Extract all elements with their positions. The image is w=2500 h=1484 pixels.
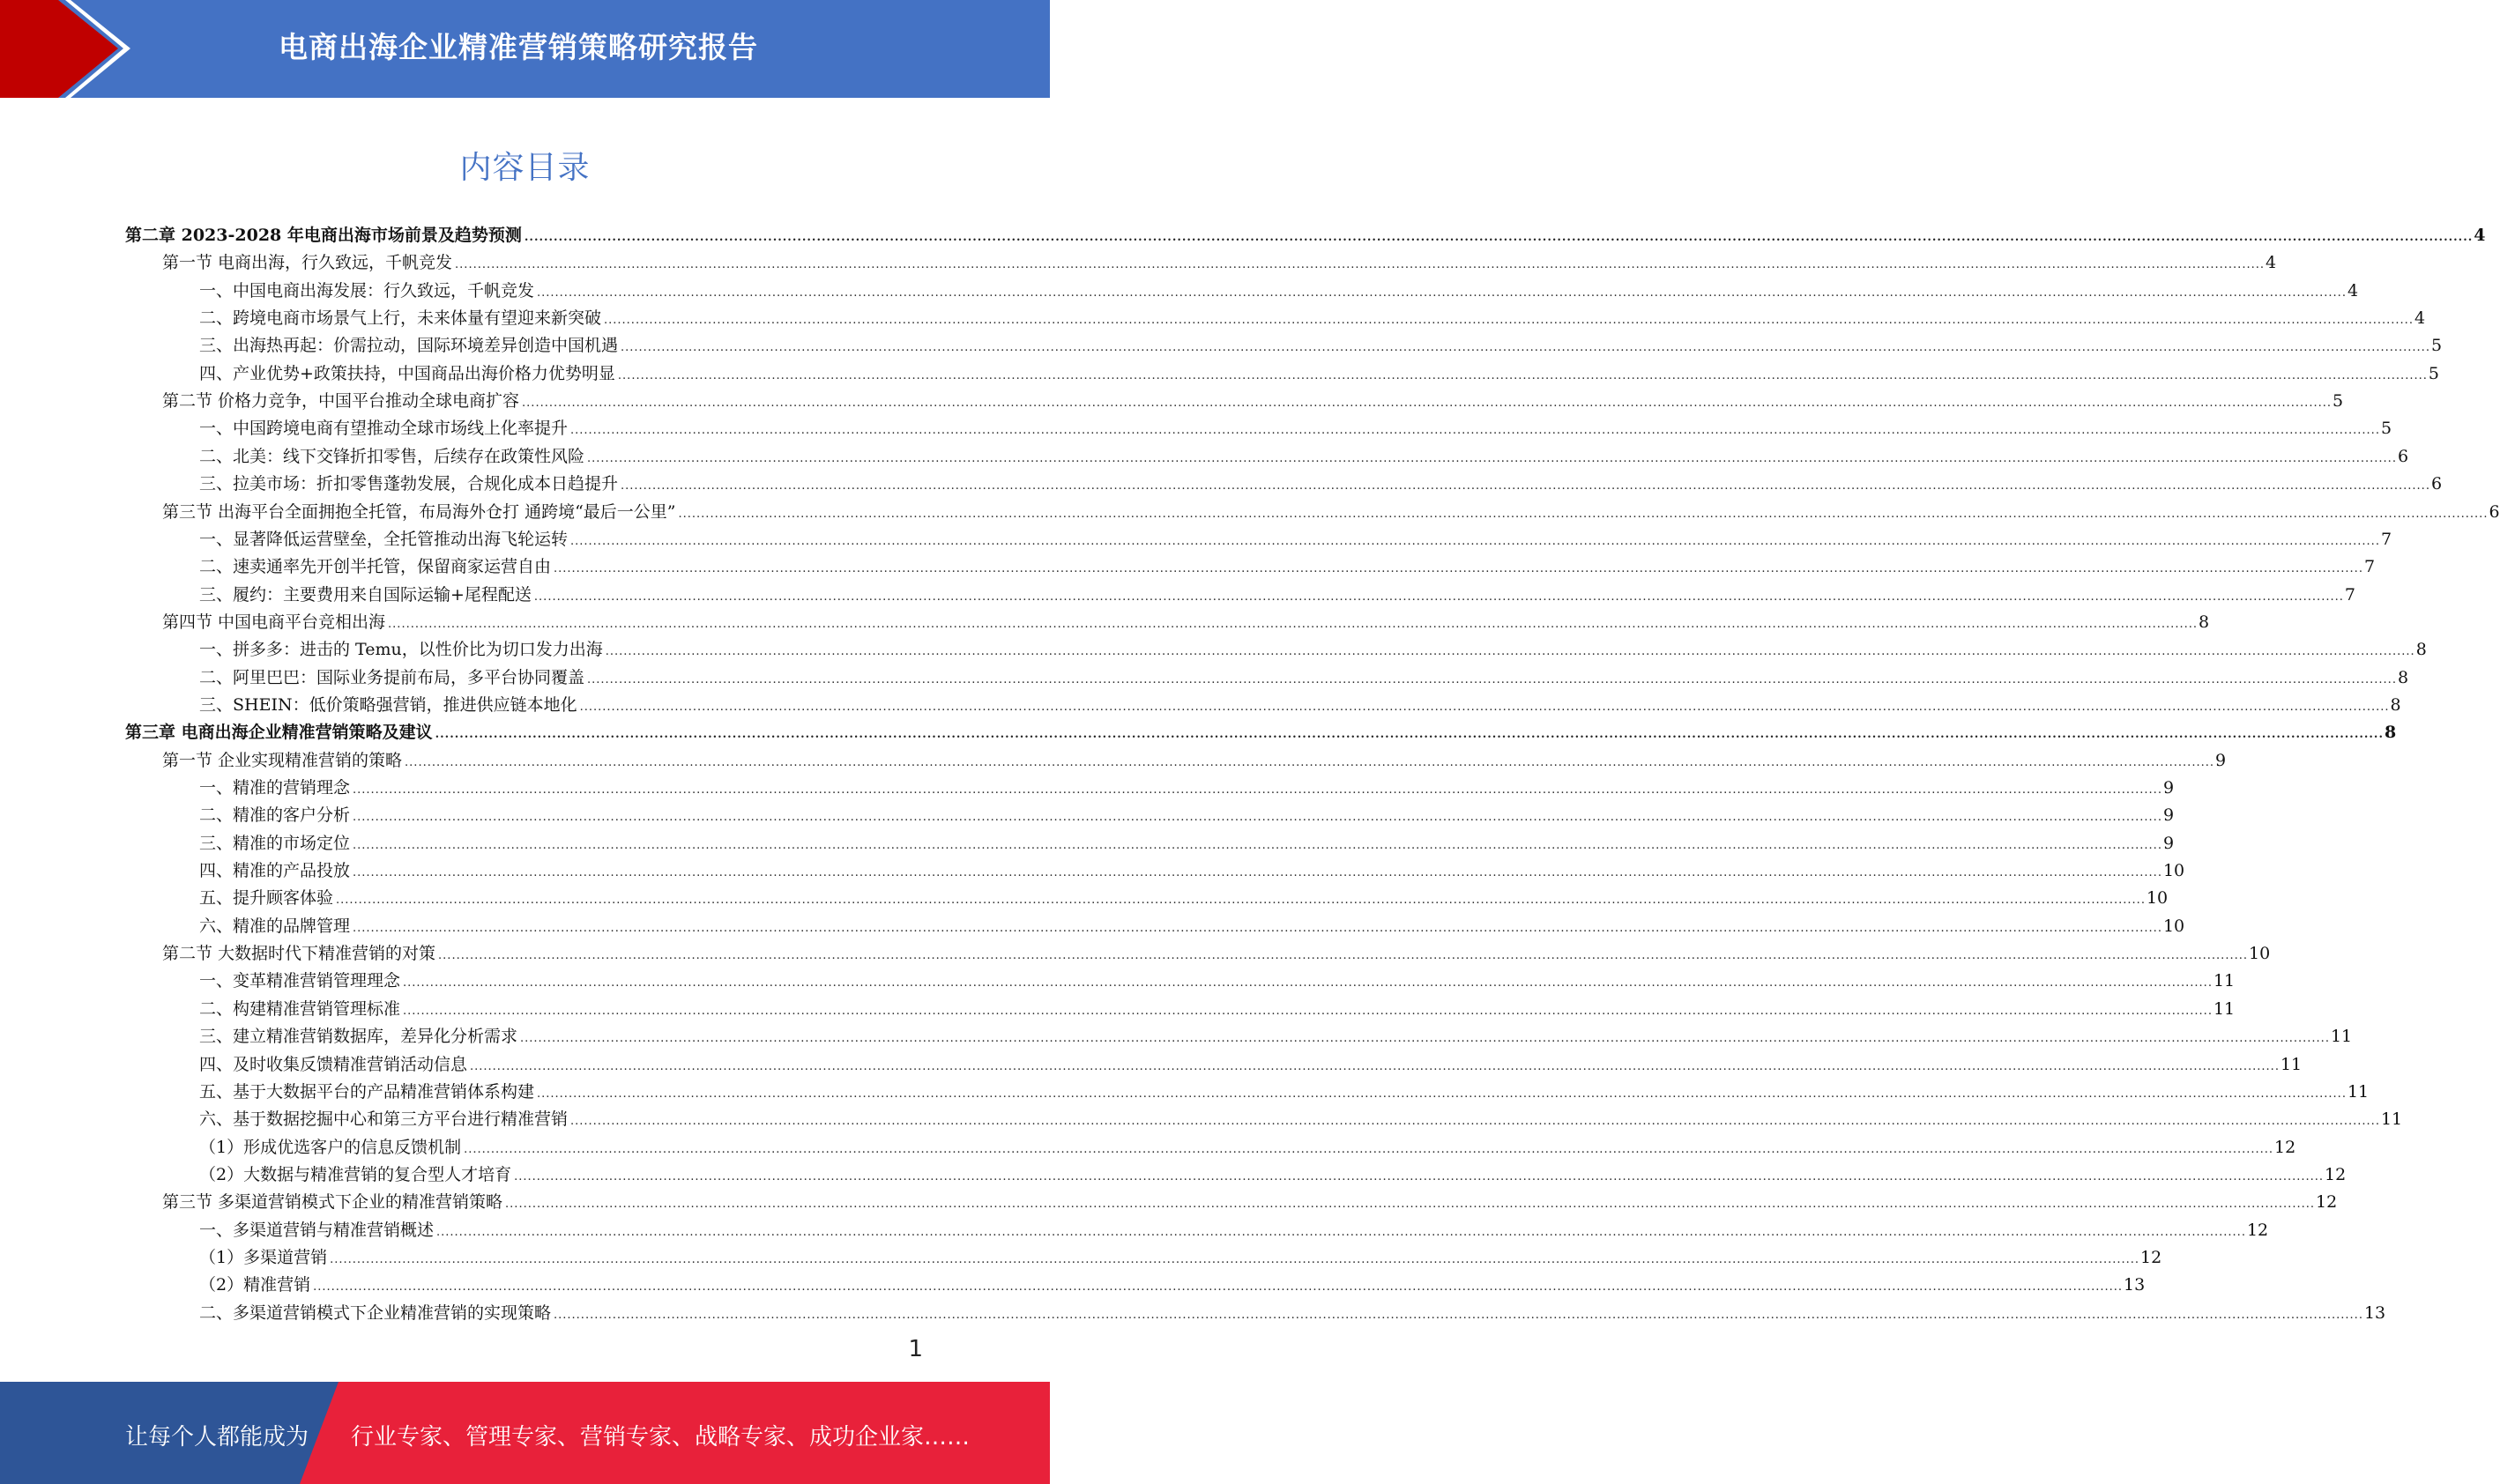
toc-dot-leader: ................................................................................................................................................................................................................................................................................................................................................................................................................ bbox=[522, 397, 2332, 410]
toc-dot-leader: ................................................................................................................................................................................................................................................................................................................................................................................................................ bbox=[604, 314, 2414, 327]
toc-dot-leader: ................................................................................................................................................................................................................................................................................................................................................................................................................ bbox=[514, 1170, 2325, 1183]
toc-entry-page: 13 bbox=[2363, 1303, 2386, 1323]
toc-dot-leader: ................................................................................................................................................................................................................................................................................................................................................................................................................ bbox=[570, 424, 2380, 437]
toc-entry-page: 13 bbox=[2124, 1275, 2146, 1295]
toc-entry-title: 一、精准的营销理念 bbox=[199, 778, 351, 798]
toc-subsection-entry[interactable] bbox=[199, 1134, 2296, 1161]
toc-dot-leader: ................................................................................................................................................................................................................................................................................................................................................................................................................ bbox=[436, 1226, 2246, 1239]
toc-entry-title: 第二节 大数据时代下精准营销的对策 bbox=[162, 944, 436, 963]
toc-entry-title: 一、中国跨境电商有望推动全球市场线上化率提升 bbox=[199, 419, 569, 438]
toc-subsection-entry[interactable] bbox=[199, 415, 2392, 442]
toc-entry-page: 12 bbox=[2140, 1248, 2162, 1267]
toc-dot-leader: ................................................................................................................................................................................................................................................................................................................................................................................................................ bbox=[353, 866, 2162, 879]
toc-dot-leader: ................................................................................................................................................................................................................................................................................................................................................................................................................ bbox=[464, 1143, 2274, 1156]
toc-subsection-entry[interactable] bbox=[199, 857, 2185, 885]
toc-dot-leader: ................................................................................................................................................................................................................................................................................................................................................................................................................ bbox=[455, 258, 2265, 271]
toc-entry-page: 5 bbox=[2428, 364, 2439, 383]
toc-subsection-entry[interactable] bbox=[199, 1244, 2162, 1272]
toc-subsection-entry[interactable] bbox=[199, 1079, 2370, 1106]
toc-entry-page: 8 bbox=[2384, 723, 2397, 742]
toc-subsection-entry[interactable] bbox=[199, 1161, 2347, 1189]
toc-dot-leader: ................................................................................................................................................................................................................................................................................................................................................................................................................ bbox=[438, 949, 2248, 962]
toc-subsection-entry[interactable] bbox=[199, 968, 2236, 995]
toc-entry-title: 第二章 2023-2028 年电商出海市场前景及趋势预测 bbox=[125, 226, 522, 245]
toc-subsection-entry[interactable] bbox=[199, 1217, 2269, 1244]
toc-entry-title: 三、建立精准营销数据库，差异化分析需求 bbox=[199, 1027, 518, 1046]
toc-entry-title: 二、构建精准营销管理标准 bbox=[199, 999, 401, 1019]
toc-entry-title: 二、精准的客户分析 bbox=[199, 805, 351, 825]
toc-entry-title: （1）多渠道营销 bbox=[199, 1248, 328, 1267]
toc-entry-page: 4 bbox=[2347, 281, 2359, 301]
toc-entry-title: 三、履约：主要费用来自国际运输+尾程配送 bbox=[199, 585, 532, 605]
toc-subsection-entry[interactable] bbox=[199, 443, 2409, 471]
toc-entry-title: （1）形成优选客户的信息反馈机制 bbox=[199, 1138, 462, 1157]
toc-entry-page: 12 bbox=[2246, 1221, 2269, 1240]
toc-entry-page: 8 bbox=[2390, 695, 2401, 715]
toc-entry-title: 第三节 出海平台全面拥抱全托管，布局海外仓打 通跨境“最后一公里” bbox=[162, 502, 676, 522]
toc-dot-leader: ................................................................................................................................................................................................................................................................................................................................................................................................................ bbox=[570, 535, 2380, 548]
toc-entry-title: （2）大数据与精准营销的复合型人才培育 bbox=[199, 1165, 512, 1184]
toc-dot-leader: ................................................................................................................................................................................................................................................................................................................................................................................................................ bbox=[587, 673, 2397, 686]
toc-subsection-entry[interactable] bbox=[199, 775, 2175, 802]
toc-section-entry[interactable] bbox=[162, 747, 2227, 775]
toc-entry-page: 9 bbox=[2162, 778, 2175, 798]
toc-dot-leader: ................................................................................................................................................................................................................................................................................................................................................................................................................ bbox=[579, 701, 2390, 714]
toc-entry-page: 9 bbox=[2214, 751, 2227, 770]
toc-entry-title: 三、拉美市场：折扣零售蓬勃发展，合规化成本日趋提升 bbox=[199, 474, 619, 493]
toc-dot-leader: ................................................................................................................................................................................................................................................................................................................................................................................................................ bbox=[336, 894, 2146, 907]
toc-dot-leader: ................................................................................................................................................................................................................................................................................................................................................................................................................ bbox=[505, 1198, 2315, 1211]
toc-entry-title: 二、多渠道营销模式下企业精准营销的实现策略 bbox=[199, 1303, 552, 1323]
toc-entry-page: 11 bbox=[2213, 999, 2236, 1019]
toc-entry-title: （2）精准营销 bbox=[199, 1275, 311, 1295]
toc-dot-leader: ................................................................................................................................................................................................................................................................................................................................................................................................................ bbox=[470, 1060, 2280, 1073]
header-banner bbox=[0, 0, 1050, 98]
toc-entry-title: 第四节 中国电商平台竞相出海 bbox=[162, 612, 386, 632]
toc-entry-title: 五、基于大数据平台的产品精准营销体系构建 bbox=[199, 1082, 535, 1102]
toc-subsection-entry[interactable] bbox=[199, 332, 2443, 360]
toc-entry-page: 11 bbox=[2213, 971, 2236, 991]
toc-subsection-entry[interactable] bbox=[199, 830, 2175, 857]
toc-entry-page: 10 bbox=[2248, 944, 2271, 963]
toc-entry-title: 一、中国电商出海发展：行久致远，千帆竞发 bbox=[199, 281, 535, 301]
toc-entry-page: 6 bbox=[2489, 502, 2500, 522]
toc-entry-page: 7 bbox=[2380, 530, 2392, 549]
toc-dot-leader: ................................................................................................................................................................................................................................................................................................................................................................................................................ bbox=[533, 590, 2344, 604]
toc-dot-leader: ................................................................................................................................................................................................................................................................................................................................................................................................................ bbox=[554, 562, 2363, 575]
toc-entry-page: 12 bbox=[2315, 1192, 2338, 1212]
toc-entry-page: 11 bbox=[2347, 1082, 2370, 1102]
toc-subsection-entry[interactable] bbox=[199, 471, 2443, 498]
toc-chapter-entry[interactable] bbox=[125, 719, 2397, 746]
toc-entry-title: 一、拼多多：进击的 Temu，以性价比为切口发力出海 bbox=[199, 640, 603, 659]
toc-section-entry[interactable] bbox=[162, 388, 2344, 415]
toc-dot-leader: ................................................................................................................................................................................................................................................................................................................................................................................................................ bbox=[313, 1280, 2124, 1294]
toc-dot-leader: ................................................................................................................................................................................................................................................................................................................................................................................................................ bbox=[405, 756, 2214, 769]
toc-entry-page: 11 bbox=[2330, 1027, 2353, 1046]
toc-subsection-entry[interactable] bbox=[199, 996, 2236, 1023]
toc-section-entry[interactable] bbox=[162, 249, 2277, 277]
toc-subsection-entry[interactable] bbox=[199, 692, 2401, 719]
toc-entry-title: 六、基于数据挖掘中心和第三方平台进行精准营销 bbox=[199, 1109, 569, 1129]
toc-entry-page: 7 bbox=[2344, 585, 2355, 605]
toc-subsection-entry[interactable] bbox=[199, 360, 2439, 388]
toc-entry-page: 5 bbox=[2380, 419, 2392, 438]
toc-subsection-entry[interactable] bbox=[199, 305, 2426, 332]
toc-dot-leader: ................................................................................................................................................................................................................................................................................................................................................................................................................ bbox=[621, 341, 2430, 354]
toc-entry-title: 第三节 多渠道营销模式下企业的精准营销策略 bbox=[162, 1192, 503, 1212]
toc-entry-title: 五、提升顾客体验 bbox=[199, 888, 334, 908]
toc-subsection-entry[interactable] bbox=[199, 582, 2355, 609]
toc-subsection-entry[interactable] bbox=[199, 278, 2359, 305]
toc-subsection-entry[interactable] bbox=[199, 885, 2169, 912]
toc-entry-page: 11 bbox=[2380, 1109, 2403, 1129]
toc-subsection-entry[interactable] bbox=[199, 1272, 2146, 1299]
toc-entry-page: 7 bbox=[2363, 557, 2376, 576]
toc-dot-leader: ................................................................................................................................................................................................................................................................................................................................................................................................................ bbox=[330, 1253, 2140, 1266]
toc-subsection-entry[interactable] bbox=[199, 526, 2392, 553]
toc-subsection-entry[interactable] bbox=[199, 553, 2376, 581]
toc-entry-page: 12 bbox=[2325, 1165, 2347, 1184]
toc-dot-leader: ................................................................................................................................................................................................................................................................................................................................................................................................................ bbox=[403, 976, 2213, 990]
toc-entry-title: 第三章 电商出海企业精准营销策略及建议 bbox=[125, 723, 433, 742]
toc-dot-leader: ................................................................................................................................................................................................................................................................................................................................................................................................................ bbox=[587, 452, 2397, 465]
toc-entry-title: 三、出海热再起：价需拉动，国际环境差异创造中国机遇 bbox=[199, 336, 619, 355]
page-number: 1 bbox=[908, 1336, 923, 1362]
toc-entry-title: 第一节 企业实现精准营销的策略 bbox=[162, 751, 403, 770]
toc-entry-page: 4 bbox=[2414, 308, 2426, 328]
toc-entry-page: 8 bbox=[2397, 668, 2409, 687]
toc-subsection-entry[interactable] bbox=[199, 1106, 2403, 1133]
toc-entry-title: 二、北美：线下交锋折扣零售，后续存在政策性风险 bbox=[199, 447, 585, 466]
toc-entry-title: 四、及时收集反馈精准营销活动信息 bbox=[199, 1055, 468, 1074]
toc-entry-title: 四、产业优势+政策扶持，中国商品出海价格力优势明显 bbox=[199, 364, 615, 383]
toc-entry-title: 一、显著降低运营壁垒，全托管推动出海飞轮运转 bbox=[199, 530, 569, 549]
toc-entry-page: 5 bbox=[2332, 391, 2344, 411]
toc-dot-leader: ................................................................................................................................................................................................................................................................................................................................................................................................................ bbox=[524, 231, 2474, 244]
toc-dot-leader: ................................................................................................................................................................................................................................................................................................................................................................................................................ bbox=[621, 479, 2430, 493]
toc-entry-title: 二、跨境电商市场景气上行，未来体量有望迎来新突破 bbox=[199, 308, 602, 328]
toc-subsection-entry[interactable] bbox=[199, 1051, 2303, 1079]
toc-dot-leader: ................................................................................................................................................................................................................................................................................................................................................................................................................ bbox=[353, 811, 2162, 824]
toc-entry-title: 第一节 电商出海，行久致远，千帆竞发 bbox=[162, 253, 453, 272]
report-title: 电商出海企业精准营销策略研究报告 bbox=[279, 30, 758, 64]
slogan-right: 行业专家、管理专家、营销专家、战略专家、成功企业家…… bbox=[351, 1424, 971, 1451]
toc-entry-page: 9 bbox=[2162, 834, 2175, 853]
toc-section-entry[interactable] bbox=[162, 940, 2271, 968]
toc-section-entry[interactable] bbox=[162, 1189, 2338, 1216]
toc-chapter-entry[interactable] bbox=[125, 222, 2486, 249]
toc-dot-leader: ................................................................................................................................................................................................................................................................................................................................................................................................................ bbox=[403, 1005, 2213, 1018]
toc-subsection-entry[interactable] bbox=[199, 636, 2427, 664]
toc-entry-title: 第二节 价格力竞争，中国平台推动全球电商扩容 bbox=[162, 391, 520, 411]
toc-entry-page: 4 bbox=[2265, 253, 2277, 272]
toc-entry-page: 8 bbox=[2198, 612, 2210, 632]
toc-heading: 内容目录 bbox=[459, 150, 591, 186]
toc-subsection-entry[interactable] bbox=[199, 1023, 2353, 1050]
toc-dot-leader: ................................................................................................................................................................................................................................................................................................................................................................................................................ bbox=[537, 286, 2347, 300]
toc-dot-leader: ................................................................................................................................................................................................................................................................................................................................................................................................................ bbox=[353, 783, 2162, 797]
toc-entry-page: 6 bbox=[2430, 474, 2443, 493]
toc-entry-title: 三、精准的市场定位 bbox=[199, 834, 351, 853]
toc-entry-title: 一、多渠道营销与精准营销概述 bbox=[199, 1221, 435, 1240]
toc-dot-leader: ................................................................................................................................................................................................................................................................................................................................................................................................................ bbox=[353, 922, 2162, 935]
toc-dot-leader: ................................................................................................................................................................................................................................................................................................................................................................................................................ bbox=[554, 1309, 2363, 1322]
slogan-left: 让每个人都能成为 bbox=[125, 1424, 309, 1451]
toc-dot-leader: ................................................................................................................................................................................................................................................................................................................................................................................................................ bbox=[435, 728, 2384, 741]
toc-entry-title: 一、变革精准营销管理理念 bbox=[199, 971, 401, 991]
toc-dot-leader: ................................................................................................................................................................................................................................................................................................................................................................................................................ bbox=[520, 1032, 2330, 1045]
toc-subsection-entry[interactable] bbox=[199, 664, 2409, 692]
toc-dot-leader: ................................................................................................................................................................................................................................................................................................................................................................................................................ bbox=[678, 508, 2489, 521]
toc-dot-leader: ................................................................................................................................................................................................................................................................................................................................................................................................................ bbox=[605, 645, 2415, 658]
toc-entry-page: 8 bbox=[2415, 640, 2427, 659]
toc-entry-title: 三、SHEIN：低价策略强营销，推进供应链本地化 bbox=[199, 695, 577, 715]
toc-subsection-entry[interactable] bbox=[199, 913, 2185, 940]
toc-entry-page: 5 bbox=[2430, 336, 2443, 355]
toc-entry-page: 10 bbox=[2146, 888, 2169, 908]
toc-entry-page: 9 bbox=[2162, 805, 2175, 825]
toc-dot-leader: ................................................................................................................................................................................................................................................................................................................................................................................................................ bbox=[617, 369, 2428, 382]
toc-dot-leader: ................................................................................................................................................................................................................................................................................................................................................................................................................ bbox=[570, 1115, 2380, 1128]
toc-entry-page: 4 bbox=[2474, 226, 2486, 245]
toc-entry-page: 10 bbox=[2162, 861, 2185, 880]
toc-section-entry[interactable] bbox=[162, 609, 2210, 636]
toc-entry-page: 12 bbox=[2274, 1138, 2296, 1157]
toc-entry-title: 四、精准的产品投放 bbox=[199, 861, 351, 880]
toc-entry-page: 6 bbox=[2397, 447, 2409, 466]
toc-entry-page: 10 bbox=[2162, 916, 2185, 936]
toc-subsection-entry[interactable] bbox=[199, 802, 2175, 829]
toc-entry-page: 11 bbox=[2280, 1055, 2303, 1074]
toc-dot-leader: ................................................................................................................................................................................................................................................................................................................................................................................................................ bbox=[537, 1087, 2347, 1101]
toc-entry-title: 二、速卖通率先开创半托管，保留商家运营自由 bbox=[199, 557, 552, 576]
toc-entry-title: 六、精准的品牌管理 bbox=[199, 916, 351, 936]
toc-section-entry[interactable] bbox=[162, 499, 2500, 526]
toc-dot-leader: ................................................................................................................................................................................................................................................................................................................................................................................................................ bbox=[388, 618, 2198, 631]
toc-subsection-entry[interactable] bbox=[199, 1300, 2386, 1327]
toc-entry-title: 二、阿里巴巴：国际业务提前布局，多平台协同覆盖 bbox=[199, 668, 585, 687]
toc-dot-leader: ................................................................................................................................................................................................................................................................................................................................................................................................................ bbox=[353, 839, 2162, 852]
